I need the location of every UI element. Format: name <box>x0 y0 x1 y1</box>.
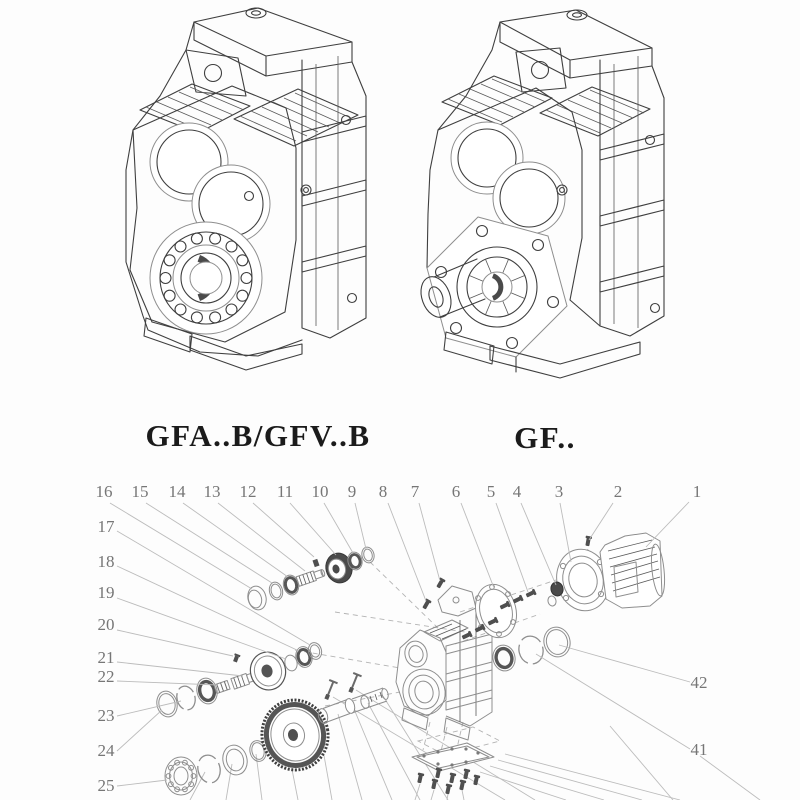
callout-leader-19 <box>117 598 286 659</box>
callout-leader-14 <box>183 503 288 577</box>
callout-number-6: 6 <box>451 482 461 501</box>
callout-leader-15 <box>146 503 272 583</box>
model-label-gf: GF.. <box>514 420 576 455</box>
flange-gasket <box>470 580 522 642</box>
bore-openings <box>150 123 311 243</box>
cover-screws <box>416 767 480 794</box>
output-gear <box>256 695 333 775</box>
callout-number-25: 25 <box>97 776 115 795</box>
callout-number-2: 2 <box>613 482 623 501</box>
bracket-hole <box>205 65 222 82</box>
callout-number-42: 42 <box>690 673 708 692</box>
side-column <box>302 56 366 338</box>
callout-number-4: 4 <box>512 482 522 501</box>
callout-leader-12 <box>253 503 314 557</box>
model-label-gfab: GFA..B/GFV..B <box>145 418 371 453</box>
bore-openings <box>451 122 567 234</box>
callout-number-16: 16 <box>95 482 113 501</box>
gearbox-drawing-gfab <box>126 8 366 370</box>
callout-number-1: 1 <box>692 482 702 501</box>
callout-number-18: 18 <box>97 552 115 571</box>
callout-number-9: 9 <box>347 482 357 501</box>
bracket-hole <box>532 62 549 79</box>
input-pinion <box>296 568 326 587</box>
callout-number-7: 7 <box>410 482 420 501</box>
motor-body <box>600 533 667 608</box>
callout-leader-24 <box>117 710 162 751</box>
callout-leader-42 <box>559 645 690 682</box>
callout-leader-8 <box>388 503 426 601</box>
callout-leader-3 <box>560 503 571 562</box>
callout-leader-7 <box>419 503 440 581</box>
callout-leader-25 <box>117 780 167 786</box>
output-bearing <box>150 222 262 334</box>
exploded-diagram <box>96 482 761 800</box>
callout-number-13: 13 <box>203 482 221 501</box>
callout-leader-2 <box>589 503 613 540</box>
callout-leader-16 <box>110 503 252 589</box>
callout-number-22: 22 <box>97 667 115 686</box>
callout-labels <box>96 482 708 795</box>
callout-number-14: 14 <box>168 482 186 501</box>
output-flange <box>427 217 567 357</box>
callout-leader-1 <box>646 502 689 547</box>
callout-number-19: 19 <box>97 583 115 602</box>
callout-leader-4 <box>521 503 556 585</box>
callout-number-3: 3 <box>554 482 564 501</box>
callout-number-41: 41 <box>690 740 708 759</box>
bottom-cover-plate <box>412 727 500 795</box>
callout-leader-41 <box>536 654 690 749</box>
callout-number-15: 15 <box>131 482 149 501</box>
roller-bearing <box>165 757 197 795</box>
callout-leader-21 <box>117 662 243 676</box>
callout-number-21: 21 <box>97 648 115 667</box>
callout-number-8: 8 <box>378 482 388 501</box>
callout-number-17: 17 <box>97 517 115 536</box>
callout-number-20: 20 <box>97 615 115 634</box>
gearbox-drawing-gf <box>416 10 664 378</box>
callout-number-11: 11 <box>276 482 294 501</box>
callout-leader-17 <box>117 531 310 645</box>
callout-leader-6 <box>461 503 494 588</box>
callout-leader-10 <box>324 503 353 553</box>
callout-number-12: 12 <box>239 482 257 501</box>
callout-number-24: 24 <box>97 741 115 760</box>
callout-leader-11 <box>290 503 336 555</box>
callout-leader-18 <box>117 566 299 651</box>
callout-number-10: 10 <box>311 482 329 501</box>
callout-leader-5 <box>496 503 528 592</box>
callout-number-5: 5 <box>486 482 496 501</box>
motor-assembly <box>547 533 667 616</box>
callout-leader-9 <box>355 503 366 549</box>
callout-number-23: 23 <box>97 706 115 725</box>
